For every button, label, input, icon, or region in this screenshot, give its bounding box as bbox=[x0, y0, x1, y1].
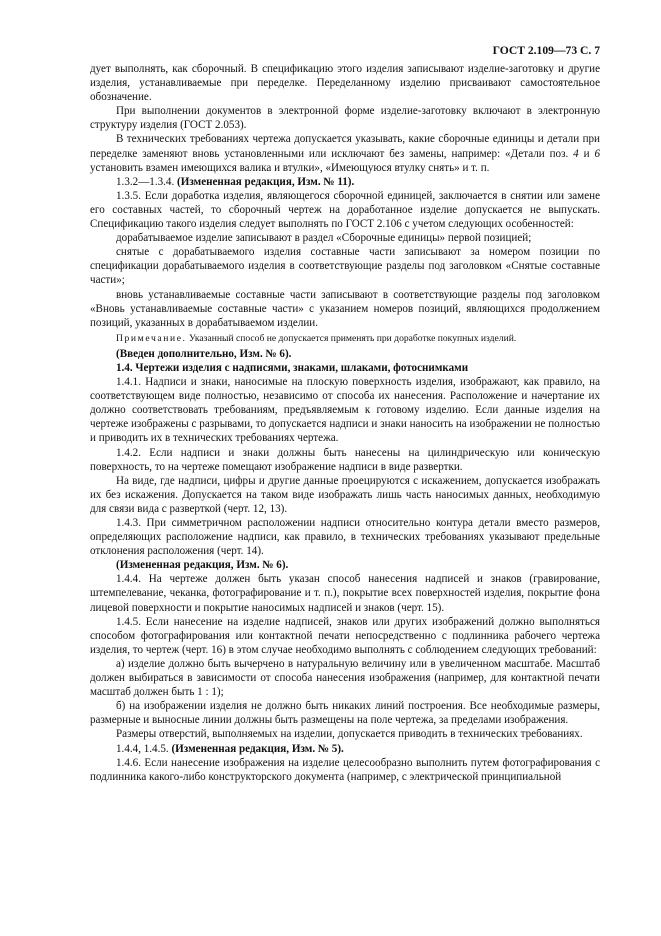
paragraph-removed-parts: снятые с дорабатываемого изделия составные части записывают за номером позиции по спецификации дорабатываемого изделия в соответствующие разделы под заголовком «Снятые составные части»; bbox=[90, 246, 600, 287]
paragraph-1-4-5: 1.4.5. Если нанесение на изделие надписей, знаков или других изображений должно выполняться способом фотографирования или контактной печати непосредственно с подлинника рабочего чертежа изделия, то чертеж (черт. 16) в этом случае необходимо выполнять с соблюдением следующих требований: bbox=[90, 615, 600, 656]
paragraph-1-4-4: 1.4.4. На чертеже должен быть указан способ нанесения надписей и знаков (гравирование, штемпелевание, чеканка, фотографирование и т. п.), покрытие всех поверхностей изделия, покрытие фона лицевой поверхности и покрытие наносимых надписей и знаков (черт. 15). bbox=[90, 573, 600, 614]
paragraph-new-parts: вновь устанавливаемые составные части записывают в соответствующие разделы под заголовком «Вновь устанавливаемые составные части» с указанием номеров позиций, являющихся продолжением позиций, указанных в дорабатываемом изделии. bbox=[90, 288, 600, 329]
paragraph-item-a: а) изделие должно быть вычерчено в натуральную величину или в увеличенном масштабе. Масштаб должен выбираться в зависимости от способа нанесения изображения (например, для контактной печати масштаб должен быть 1 : 1); bbox=[90, 657, 600, 699]
paragraph-1-4-4-1-4-5: 1.4.4, 1.4.5. (Измененная редакция, Изм. № 5). bbox=[116, 742, 344, 755]
amendment-6-introduced: (Введен дополнительно, Изм. № 6). bbox=[116, 347, 292, 360]
paragraph-hole-sizes: Размеры отверстий, выполняемых на изделии, допускается приводить в технических требованиях. bbox=[116, 728, 583, 741]
page-header: ГОСТ 2.109—73 С. 7 bbox=[492, 44, 600, 57]
paragraph-distortion: На виде, где надписи, цифры и другие данные проецируются с искажением, допускается изображать их без искажения. Допускается на таком виде изображать лишь часть наносимых данных, необходимую для связи вида с разверткой (черт. 12, 13). bbox=[90, 474, 600, 515]
paragraph-electronic-form: При выполнении документов в электронной форме изделие-заготовку включают в электронную структуру изделия (ГОСТ 2.053). bbox=[90, 105, 600, 132]
paragraph-technical-requirements: В технических требованиях чертежа допускается указывать, какие сборочные единицы и детали при переделке заменяют вновь установленными или исключают без замены, например: «Детали поз. 4 и 6 установить взамен имеющихся валика и втулки», «Имеющуюся втулку снять» и т. п. bbox=[90, 133, 600, 174]
paragraph-1-4-3: 1.4.3. При симметричном расположении надписи относительно контура детали вместо размеров, определяющих расположение надписи, как правило, в технических требованиях указывают предельные отклонения расположения (черт. 14). bbox=[90, 517, 600, 558]
paragraph-1-4-6: 1.4.6. Если нанесение изображения на изделие целесообразно выполнить путем фотографирования с подлинника какого-либо конструкторского документа (например, с электрической принципиальной bbox=[90, 756, 600, 783]
section-heading-1-4: 1.4. Чертежи изделия с надписями, знаками, шлаками, фотоснимками bbox=[116, 361, 469, 374]
paragraph-continuation: дует выполнять, как сборочный. В спецификацию этого изделия записывают изделие-заготовку и другие изделия, устанавливаемые при переделке. Переделанному изделию присваивают самостоятельное обозначение. bbox=[90, 63, 600, 104]
paragraph-1-4-1: 1.4.1. Надписи и знаки, наносимые на плоскую поверхность изделия, изображают, как правило, на соответствующем виде полностью, независимо от способа их нанесения. Расположение и начертание их должно соответствовать требованиям, предъявляемым к готовому изделию. Если данные изделия на чертеже изображены с разрывами, то допускается надписи и знаки наносить на изображении не полностью и приводить их в технических требованиях чертежа. bbox=[90, 376, 600, 445]
note: Примечание. Указанный способ не допускается применять при доработке покупных изделий. bbox=[116, 332, 517, 344]
paragraph-assembly-units: дорабатываемое изделие записывают в раздел «Сборочные единицы» первой позицией; bbox=[116, 232, 532, 245]
paragraph-item-b: б) на изображении изделия не должно быть никаких линий построения. Все необходимые размеры, размерные и выносные линии должны быть размещены на поле чертежа, за пределами изображения. bbox=[90, 700, 600, 727]
paragraph-1-4-2: 1.4.2. Если надписи и знаки должны быть нанесены на цилиндрическую или коническую поверхность, то на чертеже помещают изображение надписи в виде развертки. bbox=[90, 446, 600, 473]
paragraph-1-3-2: 1.3.2—1.3.4. (Измененная редакция, Изм. № 11). bbox=[116, 175, 355, 188]
amendment-6-revised: (Измененная редакция, Изм. № 6). bbox=[116, 559, 289, 572]
paragraph-1-3-5: 1.3.5. Если доработка изделия, являющегося сборочной единицей, заключается в снятии или замене его составных частей, то сборочный чертеж на доработанное изделие допускается не выпускать. Спецификацию такого изделия следует выполнять по ГОСТ 2.106 с учетом следующих особенностей: bbox=[90, 189, 600, 231]
